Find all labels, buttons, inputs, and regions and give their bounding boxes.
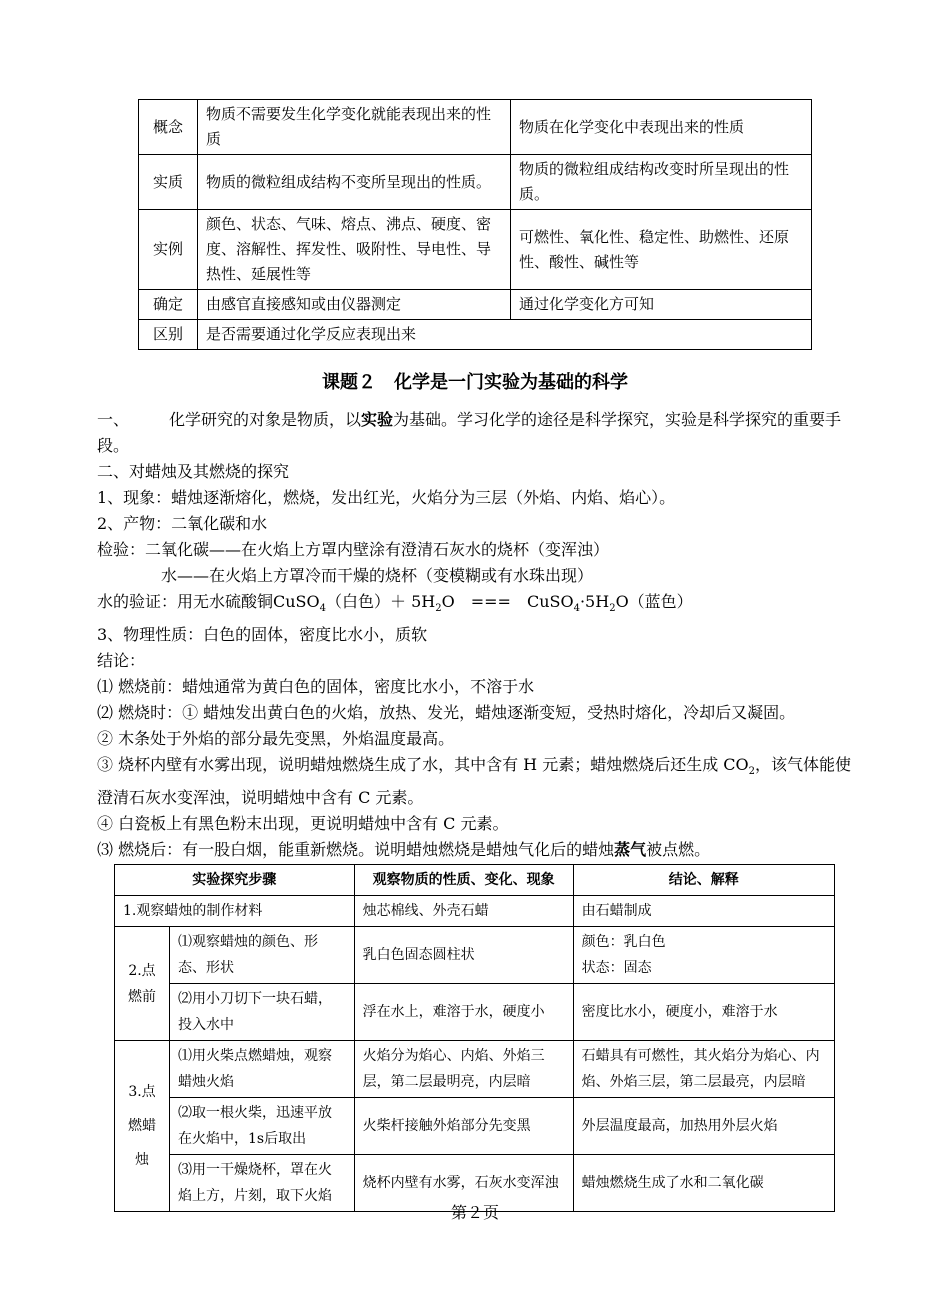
physical-property-cell: 物质的微粒组成结构不变所呈现出的性质。: [198, 155, 511, 210]
paragraph: 3、物理性质：白色的固体，密度比水小，质软: [97, 625, 428, 645]
table-row: [139, 210, 812, 290]
conclusion-cell: 外层温度最高，加热用外层火焰: [573, 1098, 834, 1155]
table-row: [115, 1098, 835, 1155]
row-key: 实例: [139, 210, 198, 290]
step-cell: ⑴用火柴点燃蜡烛，观察蜡烛火焰: [170, 1041, 355, 1098]
chemical-property-cell: 物质在化学变化中表现出来的性质: [511, 100, 812, 155]
text-run: ⑶ 燃烧后：有一股白烟，能重新燃烧。说明蜡烛燃烧是蜡烛气化后的蜡烛: [97, 840, 615, 860]
table-row: [115, 984, 835, 1041]
conclusion-cell: 石蜡具有可燃性，其火焰分为焰心、内焰、外焰三层，第二层最亮，内层暗: [573, 1041, 834, 1098]
step-cell: 1.观察蜡烛的制作材料: [115, 896, 355, 927]
text-run: （白色）＋ 5H: [326, 592, 436, 611]
table-row: [139, 290, 812, 320]
table-row: [115, 896, 835, 927]
difference-cell: 是否需要通过化学反应表现出来: [198, 320, 812, 350]
paragraph: [97, 589, 857, 622]
chemical-property-cell: 可燃性、氧化性、稳定性、助燃性、还原性、酸性、碱性等: [511, 210, 812, 290]
subscript: 2: [748, 766, 756, 778]
conclusion-cell: 由石蜡制成: [573, 896, 834, 927]
step-cell: ⑵取一根火柴，迅速平放在火焰中，1s后取出: [170, 1098, 355, 1155]
column-header: 结论、解释: [573, 865, 834, 896]
subscript: 4: [319, 603, 327, 615]
text-run: 为基础。学习化学的途径是科学探究，实验是科学探究的重要手段。: [97, 410, 842, 455]
section-number: 一、: [97, 410, 130, 429]
physical-property-cell: 颜色、状态、气味、熔点、沸点、硬度、密度、溶解性、挥发性、吸附性、导电性、导热性、延展性等: [198, 210, 511, 290]
table-header-row: [115, 865, 835, 896]
paragraph: 水——在火焰上方罩冷而干燥的烧杯（变模糊或有水珠出现）: [161, 566, 594, 585]
paragraph: ④ 白瓷板上有黑色粉末出现，更说明蜡烛中含有 C 元素。: [97, 814, 509, 834]
chemical-property-cell: 物质的微粒组成结构改变时所呈现出的性质。: [511, 155, 812, 210]
subscript: 2: [609, 603, 616, 615]
table-row: [115, 927, 835, 984]
step-cell: ⑶用一干燥烧杯，罩在火焰上方，片刻，取下火焰: [170, 1155, 355, 1212]
chemical-property-cell: 通过化学变化方可知: [511, 290, 812, 320]
observation-cell: 乳白色固态圆柱状: [354, 927, 573, 984]
candle-experiment-table: [114, 864, 835, 1212]
text-run: ③ 烧杯内壁有水雾出现，说明蜡烛燃烧生成了水，其中含有 H 元素；蜡烛燃烧后还生成 CO: [97, 755, 749, 775]
paragraph: ⑴ 燃烧前：蜡烛通常为黄白色的固体，密度比水小，不溶于水: [97, 677, 535, 697]
bold-text: 实验: [361, 410, 394, 429]
paragraph: 结论：: [97, 651, 146, 671]
observation-cell: 烛芯棉线、外壳石蜡: [354, 896, 573, 927]
paragraph: 2、产物：二氧化碳和水: [97, 514, 268, 533]
paragraph: 二、对蜡烛及其燃烧的探究: [97, 462, 290, 481]
text-run: 水的验证：用无水硫酸铜CuSO: [97, 592, 320, 611]
paragraph: [97, 752, 857, 811]
conclusion-line: 颜色：乳白色: [581, 934, 666, 950]
conclusion-line: 状态：固态: [581, 960, 652, 976]
table-row: [139, 155, 812, 210]
conclusion-cell: 密度比水小，硬度小，难溶于水: [573, 984, 834, 1041]
paragraph: ② 木条处于外焰的部分最先变黑，外焰温度最高。: [97, 729, 455, 749]
paragraph: 检验：二氧化碳——在火焰上方罩内壁涂有澄清石灰水的烧杯（变浑浊）: [97, 540, 610, 559]
step-cell: ⑴观察蜡烛的颜色、形态、形状: [170, 927, 355, 984]
properties-comparison-table: [138, 99, 812, 350]
row-key: 确定: [139, 290, 198, 320]
physical-property-cell: 由感官直接感知或由仪器测定: [198, 290, 511, 320]
page-number: 第２页: [450, 1203, 499, 1222]
group-label: 2.点燃前: [115, 927, 170, 1041]
text-run: 化学研究的对象是物质，以: [169, 410, 362, 429]
group-label: 3.点燃蜡烛: [115, 1041, 170, 1212]
observation-cell: 火焰分为焰心、内焰、外焰三层，第二层最明亮，内层暗: [354, 1041, 573, 1098]
table-row: [115, 1041, 835, 1098]
paragraph: 1、现象：蜡烛逐渐熔化，燃烧，发出红光，火焰分为三层（外焰、内焰、焰心）。: [97, 488, 676, 507]
conclusion-cell: 蜡烛燃烧生成了水和二氧化碳: [573, 1155, 834, 1212]
row-key: 区别: [139, 320, 198, 350]
paragraph: [97, 837, 857, 863]
text-run: O === CuSO: [441, 592, 574, 611]
subscript: 4: [573, 603, 580, 615]
observation-cell: 浮在水上，难溶于水，硬度小: [354, 984, 573, 1041]
conclusion-cell: [573, 927, 834, 984]
row-key: 概念: [139, 100, 198, 155]
row-key: 实质: [139, 155, 198, 210]
text-run: ，该气体能使澄清石灰水变浑浊，说明蜡烛中含有 C 元素。: [97, 755, 852, 808]
paragraph: [97, 407, 857, 459]
text-run: 被点燃。: [646, 840, 711, 860]
table-row: [139, 100, 812, 155]
bold-text: 蒸气: [614, 840, 647, 860]
paragraph: ⑵ 燃烧时：① 蜡烛发出黄白色的火焰，放热、发光，蜡烛逐渐变短，受热时熔化，冷却后又凝固。: [97, 703, 796, 723]
physical-property-cell: 物质不需要发生化学变化就能表现出来的性质: [198, 100, 511, 155]
column-header: 实验探究步骤: [115, 865, 355, 896]
body-text: [97, 407, 857, 863]
step-cell: ⑵用小刀切下一块石蜡，投入水中: [170, 984, 355, 1041]
table-row: [139, 320, 812, 350]
text-run: ·5H: [579, 592, 610, 611]
subscript: 2: [435, 603, 442, 615]
observation-cell: 火柴杆接触外焰部分先变黑: [354, 1098, 573, 1155]
column-header: 观察物质的性质、变化、现象: [354, 865, 573, 896]
section-title: 课题２ 化学是一门实验为基础的科学: [322, 372, 628, 393]
text-run: O（蓝色）: [615, 592, 693, 611]
observation-cell: 烧杯内壁有水雾，石灰水变浑浊: [354, 1155, 573, 1212]
